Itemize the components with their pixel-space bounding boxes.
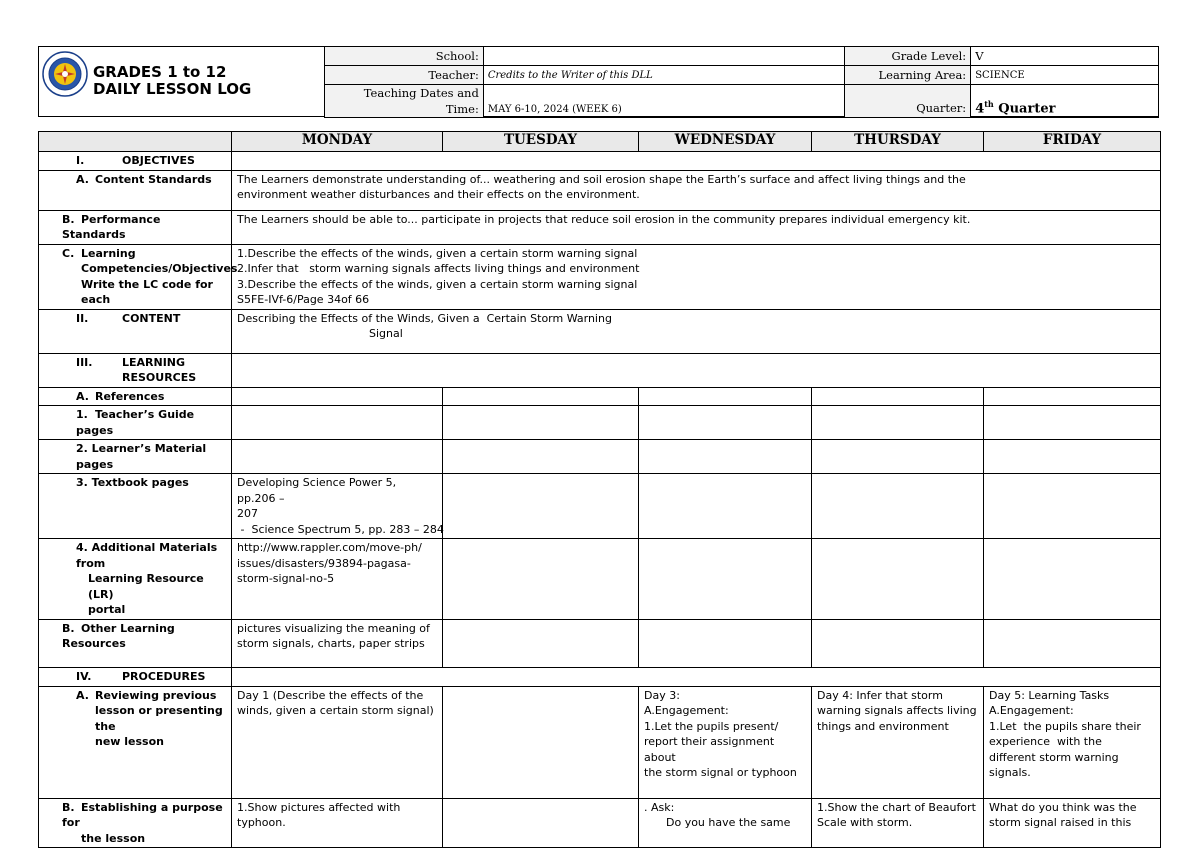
content-cell <box>232 309 1161 353</box>
content-standards-label <box>39 170 232 210</box>
quarter-word: Quarter <box>993 101 1056 116</box>
references-fri <box>984 387 1161 406</box>
content-standards-text: Content Standards <box>95 172 212 186</box>
purpose-label-line1: Establishing a purpose for <box>62 800 223 829</box>
day-wednesday: WEDNESDAY <box>639 132 812 152</box>
reviewing-label-line3: new lesson <box>95 735 164 748</box>
doc-title-line2: DAILY LESSON LOG <box>93 80 252 98</box>
purpose-thu-line2: Scale with storm. <box>817 816 913 829</box>
references-text: References <box>95 389 165 403</box>
textbook-mon <box>232 474 443 539</box>
purpose-label <box>39 798 232 848</box>
references-thu <box>812 387 984 406</box>
content-standards-num: A. <box>76 172 89 186</box>
competency-2: 2.Infer that storm warning signals affects living things and environment <box>237 262 640 275</box>
additional-materials-fri <box>984 539 1161 620</box>
performance-standards-cell: The Learners should be able to... participate in projects that reduce soil erosion in the community prepares individual emergency kit. <box>232 210 1161 244</box>
day-thursday: THURSDAY <box>812 132 984 152</box>
other-resources-text: Other Learning Resources <box>62 621 175 650</box>
tg-pages-num: 1. <box>76 408 88 421</box>
learning-resources-label <box>39 353 232 387</box>
other-resources-line2: storm signals, charts, paper strips <box>237 637 425 650</box>
purpose-thu <box>812 798 984 848</box>
objectives-cell <box>232 152 1161 171</box>
reviewing-fri <box>984 686 1161 798</box>
purpose-fri <box>984 798 1161 848</box>
purpose-wed <box>639 798 812 848</box>
content-text: CONTENT <box>122 311 181 325</box>
reviewing-label-line1: Reviewing previous <box>95 688 217 702</box>
reviewing-thu <box>812 686 984 798</box>
doc-title-line1: GRADES 1 to 12 <box>93 63 227 81</box>
lm-pages-text: 2. Learner’s Material pages <box>76 442 207 471</box>
other-resources-num: B. <box>62 621 75 635</box>
tg-pages-row <box>39 406 1161 440</box>
purpose-thu-line1: 1.Show the chart of Beaufort <box>817 800 976 814</box>
references-mon <box>232 387 443 406</box>
references-num: A. <box>76 389 89 403</box>
objectives-text: OBJECTIVES <box>122 154 195 167</box>
purpose-mon-line1: 1.Show pictures affected with <box>237 800 401 814</box>
additional-materials-tue <box>443 539 639 620</box>
procedures-num: IV. <box>76 669 92 683</box>
reviewing-wed-line2: A.Engagement: <box>644 704 729 717</box>
school-field[interactable] <box>483 47 844 66</box>
performance-standards-num: B. <box>62 212 75 226</box>
procedures-text: PROCEDURES <box>122 669 206 683</box>
lm-pages-tue <box>443 440 639 474</box>
other-resources-line1: pictures visualizing the meaning of <box>237 621 430 635</box>
purpose-mon-line2: typhoon. <box>237 816 286 829</box>
competency-1: 1.Describe the effects of the winds, given a certain storm warning signal <box>237 246 638 260</box>
tg-pages-text: Teacher’s Guide pages <box>76 408 195 437</box>
competencies-label-line1: Learning <box>81 246 136 260</box>
competencies-label-line3: Write the LC code for each <box>81 277 213 306</box>
purpose-label-line2: the lesson <box>81 831 146 845</box>
day-header-blank <box>39 132 232 152</box>
additional-materials-row <box>39 539 1161 620</box>
competencies-label-line2: Competencies/Objectives <box>81 262 238 275</box>
reviewing-fri-line5: different storm warning <box>989 750 1119 764</box>
content-line1: Describing the Effects of the Winds, Given a Certain Storm Warning <box>237 311 612 325</box>
performance-standards-row <box>39 210 1161 244</box>
additional-link-line2: issues/disasters/93894-pagasa- <box>237 556 411 570</box>
other-resources-label <box>39 619 232 667</box>
references-row <box>39 387 1161 406</box>
reviewing-wed-line3: 1.Let the pupils present/ <box>644 719 779 733</box>
reviewing-mon <box>232 686 443 798</box>
textbook-fri <box>984 474 1161 539</box>
competencies-row <box>39 244 1161 309</box>
learning-resources-row <box>39 353 1161 387</box>
other-resources-mon <box>232 619 443 667</box>
procedures-row <box>39 667 1161 686</box>
additional-link-line1: http://www.rappler.com/move-ph/ <box>237 541 422 554</box>
content-standards-line1: The Learners demonstrate understanding of... weathering and soil erosion shape the Earth’s surface and affect living things and the <box>237 172 966 186</box>
purpose-row <box>39 798 1161 848</box>
reviewing-thu-line3: things and environment <box>817 719 949 733</box>
day-tuesday: TUESDAY <box>443 132 639 152</box>
reviewing-row <box>39 686 1161 798</box>
purpose-fri-line2: storm signal raised in this <box>989 816 1132 829</box>
additional-materials-line1: 4. Additional Materials from <box>76 541 218 570</box>
teaching-dates-label-line1: Teaching Dates and <box>363 86 479 100</box>
other-resources-row <box>39 619 1161 667</box>
objectives-num: I. <box>76 154 85 167</box>
performance-standards-text: Performance Standards <box>62 212 161 241</box>
reviewing-tue <box>443 686 639 798</box>
lm-pages-label <box>39 440 232 474</box>
day-header-row <box>39 132 1161 152</box>
content-standards-row <box>39 170 1161 210</box>
learning-resources-line1: LEARNING <box>122 355 186 369</box>
procedures-cell <box>232 667 1161 686</box>
tg-pages-fri <box>984 406 1161 440</box>
reviewing-fri-line3: 1.Let the pupils share their <box>989 719 1141 733</box>
quarter-number: 4 <box>975 101 985 116</box>
textbook-label <box>39 474 232 539</box>
additional-materials-thu <box>812 539 984 620</box>
day-monday: MONDAY <box>232 132 443 152</box>
lm-pages-thu <box>812 440 984 474</box>
reviewing-thu-line2: warning signals affects living <box>817 704 977 717</box>
content-standards-line2: environment weather disturbances and their effects on the environment. <box>237 188 640 201</box>
textbook-line1: Developing Science Power 5, pp.206 – <box>237 476 397 505</box>
grade-level-label: Grade Level: <box>845 47 971 66</box>
textbook-row <box>39 474 1161 539</box>
reviewing-wed-line1: Day 3: <box>644 688 680 702</box>
tg-pages-label <box>39 406 232 440</box>
reviewing-fri-line2: A.Engagement: <box>989 704 1074 717</box>
quarter-field[interactable] <box>971 85 1159 118</box>
learning-resources-cell <box>232 353 1161 387</box>
competency-3: 3.Describe the effects of the winds, given a certain storm warning signal <box>237 277 638 291</box>
additional-materials-mon <box>232 539 443 620</box>
quarter-sup: th <box>984 98 994 109</box>
tg-pages-tue <box>443 406 639 440</box>
competencies-label <box>39 244 238 309</box>
learning-area-label: Learning Area: <box>845 66 971 85</box>
textbook-wed <box>639 474 812 539</box>
school-label: School: <box>325 47 484 66</box>
reviewing-wed <box>639 686 812 798</box>
purpose-num: B. <box>62 800 75 814</box>
teaching-dates-field[interactable]: MAY 6-10, 2024 (WEEK 6) <box>483 85 844 118</box>
additional-materials-line3: portal <box>88 603 126 616</box>
competency-code: S5FE-IVf-6/Page 34of 66 <box>237 293 370 306</box>
other-resources-wed <box>639 619 812 667</box>
procedures-label <box>39 667 232 686</box>
grade-level-field[interactable]: V <box>971 47 1159 66</box>
textbook-thu <box>812 474 984 539</box>
textbook-tue <box>443 474 639 539</box>
content-label <box>39 309 232 353</box>
other-resources-fri <box>984 619 1161 667</box>
performance-standards-label <box>39 210 232 244</box>
purpose-mon <box>232 798 443 848</box>
textbook-line3: - Science Spectrum 5, pp. 283 – 284 <box>237 522 444 536</box>
reviewing-fri-line6: signals. <box>989 766 1031 779</box>
additional-materials-line2: Learning Resource (LR) <box>88 572 204 601</box>
purpose-tue <box>443 798 639 848</box>
reviewing-wed-line5: the storm signal or typhoon <box>644 766 797 779</box>
purpose-wed-line2: Do you have the same <box>666 816 791 829</box>
lm-pages-fri <box>984 440 1161 474</box>
additional-materials-label <box>39 539 232 620</box>
reviewing-label-line2: lesson or presenting the <box>95 704 223 733</box>
teacher-label: Teacher: <box>325 66 484 85</box>
reviewing-num: A. <box>76 688 89 702</box>
additional-link-line3: storm-signal-no-5 <box>237 572 335 585</box>
other-resources-thu <box>812 619 984 667</box>
competencies-cell <box>232 244 1161 309</box>
lm-pages-mon <box>232 440 443 474</box>
references-tue <box>443 387 639 406</box>
reviewing-wed-line4: report their assignment about <box>644 735 775 764</box>
lesson-log-table <box>38 131 1161 848</box>
reviewing-mon-line1: Day 1 (Describe the effects of the <box>237 688 424 702</box>
day-friday: FRIDAY <box>984 132 1161 152</box>
reviewing-mon-line2: winds, given a certain storm signal) <box>237 704 434 717</box>
content-row <box>39 309 1161 353</box>
teaching-dates-label-line2: Time: <box>445 102 479 116</box>
teacher-field[interactable]: Credits to the Writer of this DLL <box>483 66 844 85</box>
quarter-label: Quarter: <box>845 85 971 118</box>
other-resources-tue <box>443 619 639 667</box>
tg-pages-mon <box>232 406 443 440</box>
teaching-dates-label <box>325 85 484 118</box>
content-standards-cell <box>232 170 1161 210</box>
deped-seal-icon <box>42 51 88 97</box>
additional-materials-wed <box>639 539 812 620</box>
doc-title <box>93 64 251 98</box>
content-num: II. <box>76 311 89 325</box>
reviewing-label <box>39 686 232 798</box>
references-wed <box>639 387 812 406</box>
objectives-label <box>39 152 232 171</box>
purpose-fri-line1: What do you think was the <box>989 800 1137 814</box>
purpose-wed-line1: . Ask: <box>644 800 675 814</box>
learning-area-field[interactable]: SCIENCE <box>971 66 1159 85</box>
reviewing-thu-line1: Day 4: Infer that storm <box>817 688 943 702</box>
tg-pages-thu <box>812 406 984 440</box>
reviewing-fri-line1: Day 5: Learning Tasks <box>989 688 1110 702</box>
lm-pages-wed <box>639 440 812 474</box>
tg-pages-wed <box>639 406 812 440</box>
reviewing-fri-line4: experience with the <box>989 735 1102 748</box>
lm-pages-row <box>39 440 1161 474</box>
textbook-line2: 207 <box>237 507 258 520</box>
header-info-table <box>324 46 1159 118</box>
references-label <box>39 387 232 406</box>
competencies-num: C. <box>62 246 75 260</box>
textbook-text: 3. Textbook pages <box>76 476 189 489</box>
learning-resources-num: III. <box>76 355 93 369</box>
learning-resources-line2: RESOURCES <box>122 371 197 384</box>
objectives-row <box>39 152 1161 171</box>
content-line2: Signal <box>369 327 403 340</box>
